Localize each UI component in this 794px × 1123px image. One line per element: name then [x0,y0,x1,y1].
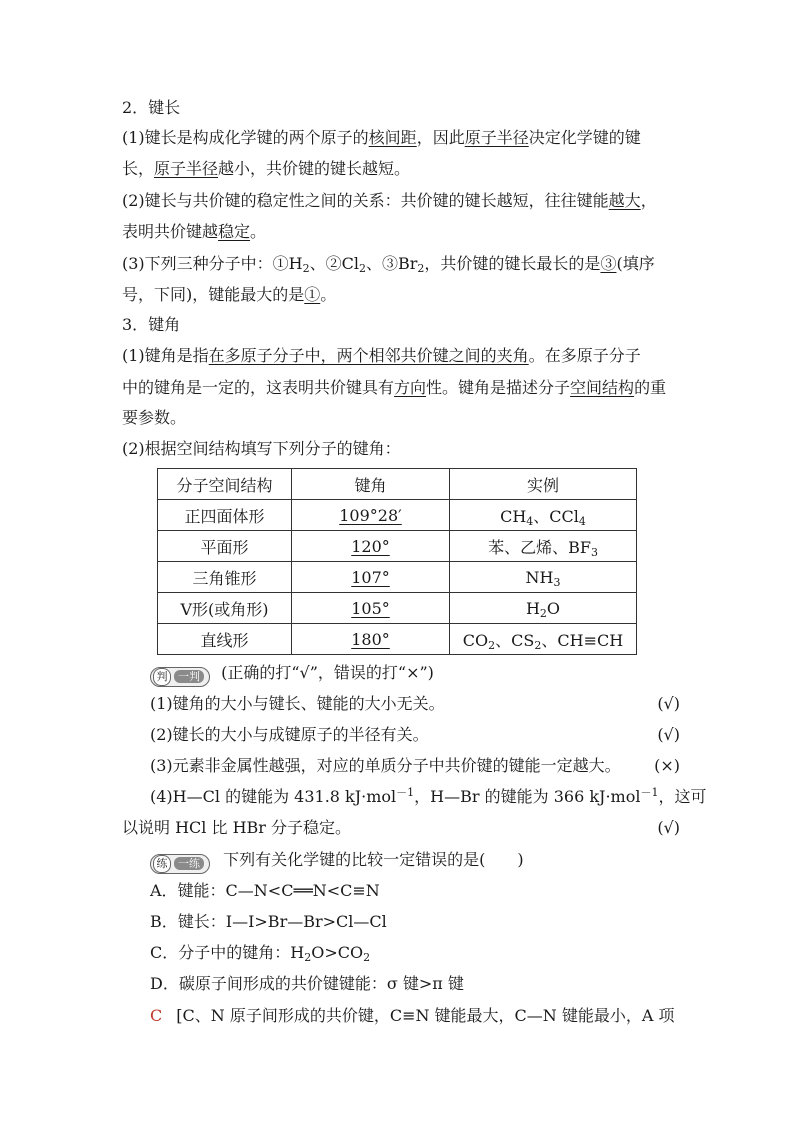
table-row [158,593,637,624]
bond-length-p2-line1: (2)键长与共价键的稳定性之间的关系：共价键的键长越短，往往键能越大， [122,191,657,210]
table-cell-example: $CO_2$、$CS_2$、CH≡CH [450,624,637,655]
bond-length-p3-line1: (3)下列三种分子中：$①H_2$、$②Cl_2$、$③Br_2$，共价键的键长最长的是③(填序 [122,254,655,275]
table-row [158,531,637,562]
answer-letter: C [150,1006,163,1025]
judge-header: 判 一判 (正确的打“√”，错误的打“×”) [150,662,710,687]
table-cell-angle: 180° [292,624,450,655]
table-header-cell: 实例 [450,469,637,500]
table-header-row [158,469,637,500]
bond-angle-p2: (2)根据空间结构填写下列分子的键角： [122,439,401,458]
judge-item-4-line1: (4)H—Cl 的键能为 431.8 kJ·mol$^{-1}$，H—Br 的键能为 366 kJ·mol$^{-1}$，这可 [150,786,707,806]
table-cell-angle: 107° [292,562,450,593]
judge-item-4-line2: 以说明 HCl 比 HBr 分子稳定。 (√) [122,818,680,837]
option-c: C．分子中的键角：$H_2O>CO_2$ [150,943,371,964]
table-row [158,500,637,531]
table-cell-shape: 平面形 [158,531,292,562]
bond-angle-table [157,468,637,655]
table-cell-angle: 120° [292,531,450,562]
bond-length-p2-line2: 表明共价键越稳定。 [122,222,267,241]
table-cell-shape: 正四面体形 [158,500,292,531]
table-cell-example: $NH_3$ [450,562,637,593]
section-heading-bond-angle: 3．键角 [122,315,181,334]
judge-badge-icon: 判 一判 [150,667,210,687]
judge-item: (2)键长的大小与成键原子的半径有关。 (√) [150,725,680,744]
judge-item: (3)元素非金属性越强，对应的单质分子中共价键的键能一定越大。 (×) [150,756,680,775]
table-cell-shape: 直线形 [158,624,292,655]
table-header-cell: 键角 [292,469,450,500]
table-cell-angle: 109°28′ [292,500,450,531]
option-d: D．碳原子间形成的共价键键能：σ 键>π 键 [150,974,464,993]
table-cell-example: $CH_4$、CCl$_4$ [450,500,637,531]
table-cell-example: 苯、乙烯、$BF_3$ [450,531,637,562]
answer-explanation: C [C、N 原子间形成的共价键，C≡N 键能最大，C—N 键能最小，A 项 [150,1006,675,1025]
table-cell-example: $H_2O$ [450,593,637,624]
table-header-cell: 分子空间结构 [158,469,292,500]
bond-length-p1-line2: 长，原子半径越小，共价键的键长越短。 [122,159,411,178]
bond-angle-p1-line3: 要参数。 [122,408,187,427]
table-cell-shape: V形(或角形) [158,593,292,624]
judge-item: (1)键角的大小与键长、键能的大小无关。 (√) [150,694,680,713]
option-b: B．键长：I—I>Br—Br>Cl—Cl [150,912,387,931]
practice-header: 练 一练 下列有关化学键的比较一定错误的是( ) [150,849,710,874]
section-heading-bond-length: 2．键长 [122,98,181,117]
table-row [158,562,637,593]
table-row [158,624,637,655]
option-a: A．键能：C—N<C══N<C≡N [150,881,380,900]
bond-angle-p1-line2: 中的键角是一定的，这表明共价键具有方向性。键角是描述分子空间结构的重 [122,378,667,397]
bond-length-p3-line2: 号，下同)，键能最大的是①。 [122,285,337,304]
bond-angle-p1-line1: (1)键角是指在多原子分子中，两个相邻共价键之间的夹角。在多原子分子 [122,346,641,365]
bond-length-p1-line1: (1)键长是构成化学键的两个原子的核间距，因此原子半径决定化学键的键 [122,128,641,147]
practice-badge-icon: 练 一练 [150,854,210,874]
table-cell-shape: 三角锥形 [158,562,292,593]
table-cell-angle: 105° [292,593,450,624]
